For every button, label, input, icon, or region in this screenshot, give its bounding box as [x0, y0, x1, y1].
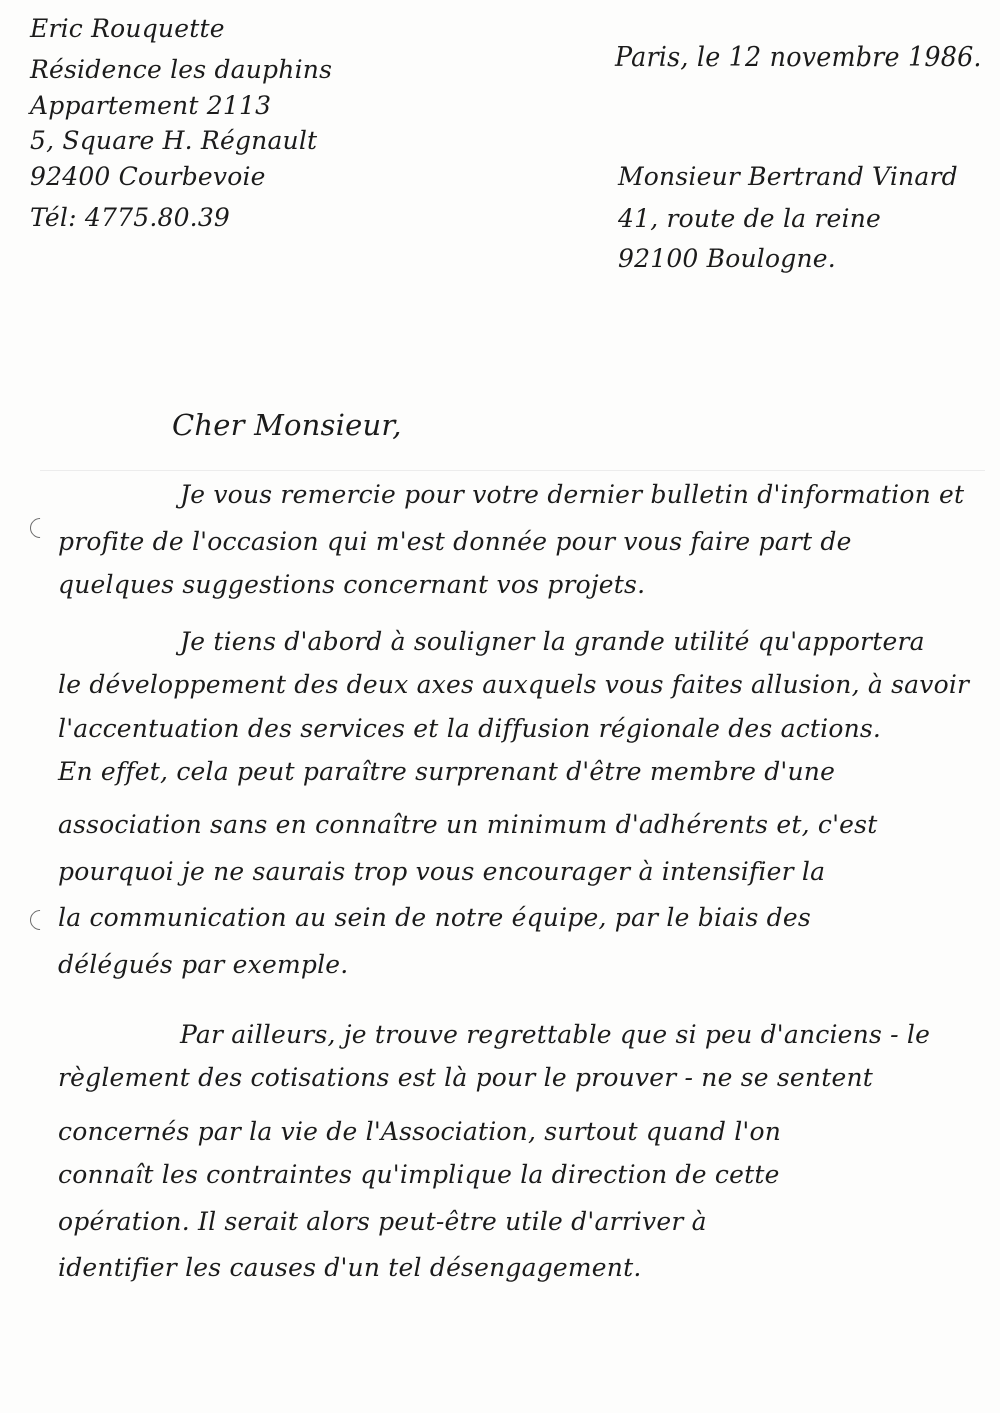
body-line: association sans en connaître un minimum d'adhérents et, c'est [58, 810, 878, 839]
punch-hole-mark [26, 906, 54, 934]
body-line: règlement des cotisations est là pour le prouver - ne se sentent [58, 1063, 874, 1092]
sender-name: Eric Rouquette [30, 14, 225, 43]
salutation: Cher Monsieur, [172, 408, 402, 442]
body-line: le développement des deux axes auxquels vous faites allusion, à savoir [58, 670, 970, 699]
body-line: connaît les contraintes qu'implique la direction de cette [58, 1160, 780, 1189]
sender-address-line: Appartement 2113 [30, 91, 272, 120]
recipient-name: Monsieur Bertrand Vinard [618, 162, 958, 191]
fold-line [40, 470, 985, 471]
body-line: la communication au sein de notre équipe, par le biais des [58, 903, 811, 932]
body-line: profite de l'occasion qui m'est donnée pour vous faire part de [58, 527, 852, 556]
letter-date: Paris, le 12 novembre 1986. [615, 42, 982, 73]
sender-address-line: Résidence les dauphins [30, 55, 333, 84]
body-line: opération. Il serait alors peut-être utile d'arriver à [58, 1207, 707, 1236]
body-line: pourquoi je ne saurais trop vous encourager à intensifier la [58, 857, 826, 886]
body-line: identifier les causes d'un tel désengagement. [58, 1253, 642, 1282]
sender-address-line: 5, Square H. Régnault [30, 126, 318, 155]
body-line: Je vous remercie pour votre dernier bulletin d'information et [180, 480, 965, 509]
sender-address-line: 92400 Courbevoie [30, 162, 266, 191]
body-line: quelques suggestions concernant vos projets. [58, 570, 646, 599]
recipient-address-line: 41, route de la reine [618, 204, 882, 233]
punch-hole-mark [26, 514, 54, 542]
body-line: concernés par la vie de l'Association, surtout quand l'on [58, 1117, 782, 1146]
body-line: Par ailleurs, je trouve regrettable que si peu d'anciens - le [180, 1020, 931, 1049]
body-line: délégués par exemple. [58, 950, 349, 979]
body-line: Je tiens d'abord à souligner la grande utilité qu'apportera [180, 627, 925, 656]
recipient-address-line: 92100 Boulogne. [618, 244, 836, 273]
sender-phone: Tél: 4775.80.39 [30, 203, 231, 232]
body-line: l'accentuation des services et la diffusion régionale des actions. [58, 714, 882, 743]
body-line: En effet, cela peut paraître surprenant d'être membre d'une [58, 757, 836, 786]
